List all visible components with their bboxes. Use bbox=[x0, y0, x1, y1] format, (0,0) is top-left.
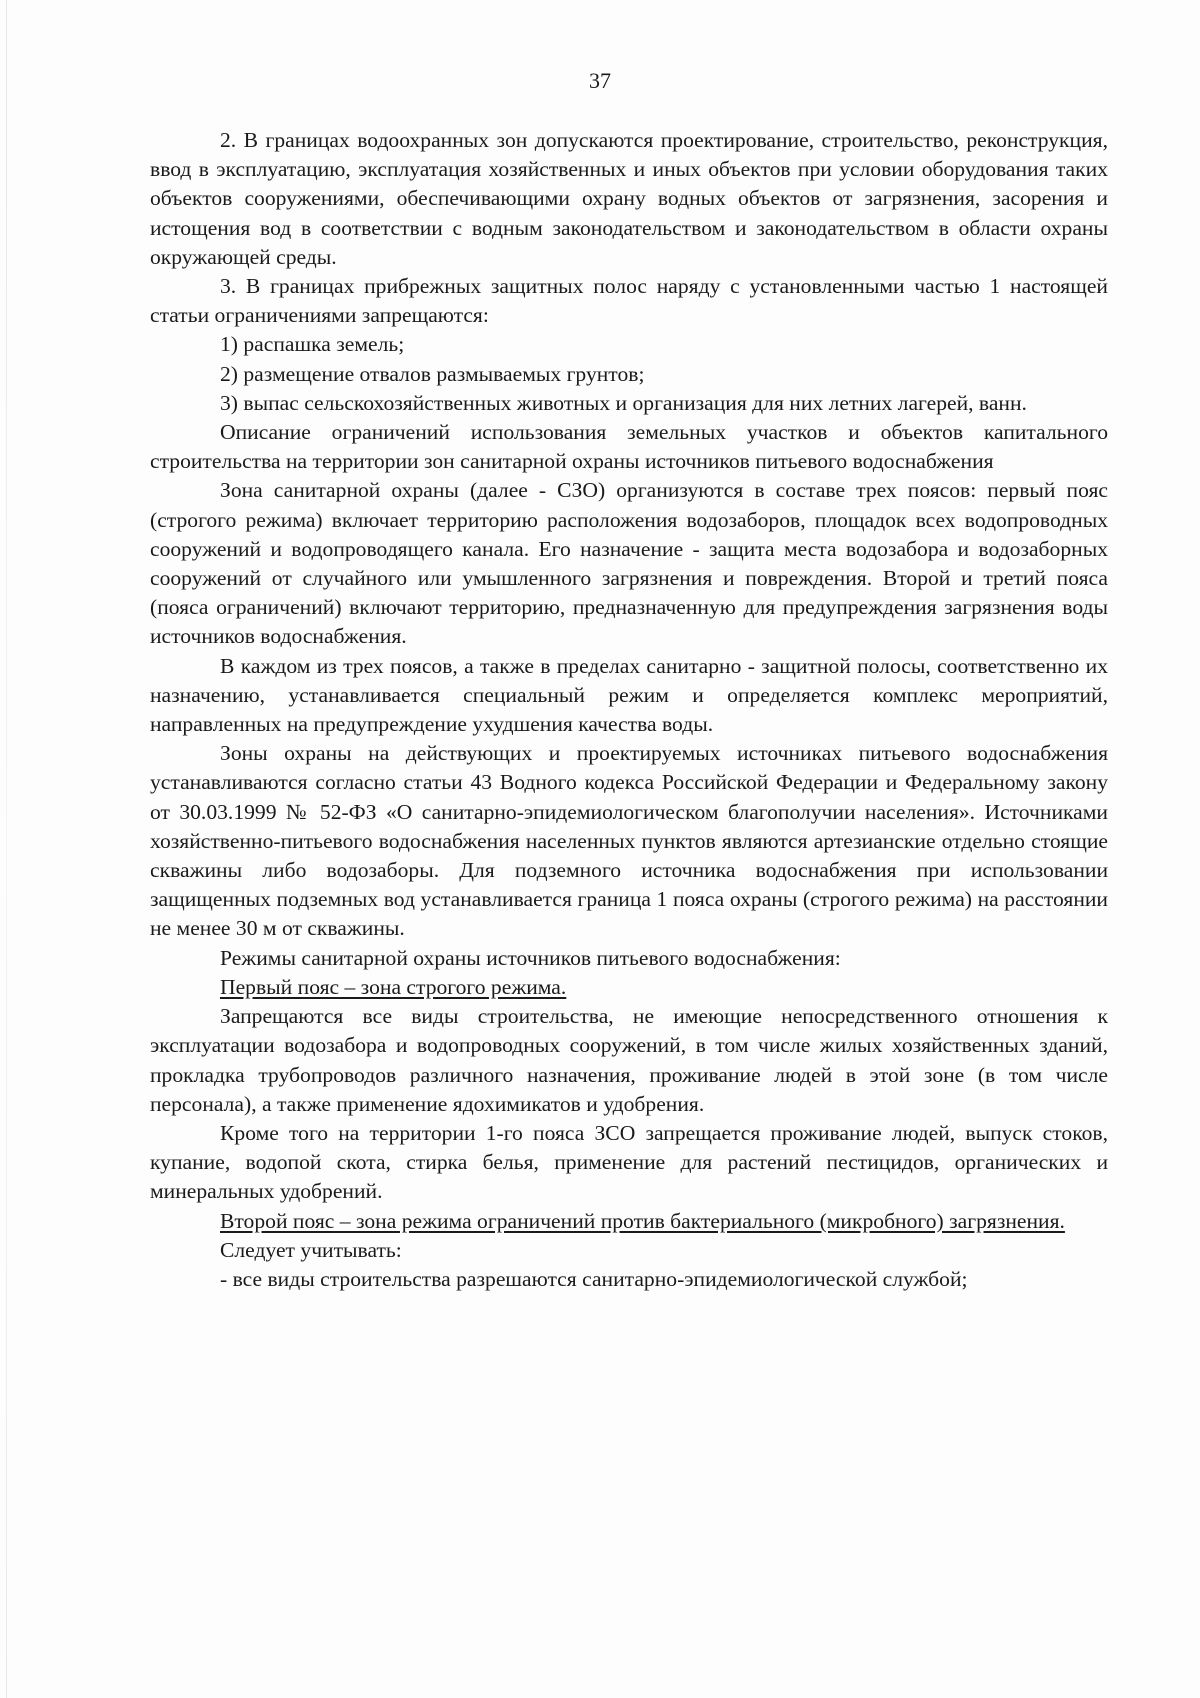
subheading-second-belt-text: Второй пояс – зона режима ограничений против бактериального (микробного) загрязнения. bbox=[220, 1208, 1065, 1233]
subheading-first-belt bbox=[150, 973, 1108, 1002]
paragraph-restrictions-description: Описание ограничений использования земельных участков и объектов капитального строительства на территории зон санитарной охраны источников питьевого водоснабжения bbox=[150, 420, 1108, 474]
subheading-second-belt bbox=[150, 1207, 1108, 1236]
paragraph-water-protection-zones: 2. В границах водоохранных зон допускаются проектирование, строительство, реконструкция, ввод в эксплуатацию, эксплуатация хозяйственных и иных объектов при условии оборудования таких объектов сооружениями, обеспечивающими охрану водных объектов от загрязнения, засорения и истощения вод в соответствии с водным законодательством и законодательством в области охраны окружающей среды. bbox=[150, 128, 1108, 269]
list-item-dumps: 2) размещение отвалов размываемых грунтов; bbox=[220, 361, 645, 386]
paragraph-special-regime: В каждом из трех поясов, а также в пределах санитарно - защитной полосы, соответственно их назначению, устанавливается специальный режим и определяется комплекс мероприятий, направленных на предупреждение ухудшения качества воды. bbox=[150, 653, 1108, 737]
paragraph-sanitary-zone-belts: Зона санитарной охраны (далее - СЗО) организуются в составе трех поясов: первый пояс (строгого режима) включает территорию расположения водозаборов, площадок всех водопроводных сооружений и водопроводящего канала. Его назначение - защита места водозабора и водозаборных сооружений от случайного или умышленного загрязнения и повреждения. Второй и третий пояса (пояса ограничений) включают территорию, предназначенную для предупреждения загрязнения воды источников водоснабжения. bbox=[150, 478, 1108, 649]
page-number: 37 bbox=[589, 68, 611, 93]
paragraph-regimes-heading: Режимы санитарной охраны источников питьевого водоснабжения: bbox=[220, 945, 841, 970]
scan-edge-line bbox=[6, 0, 7, 1698]
subheading-first-belt-text: Первый пояс – зона строгого режима. bbox=[220, 974, 567, 999]
paragraph-should-consider: Следует учитывать: bbox=[220, 1237, 402, 1262]
document-body bbox=[150, 126, 1108, 1294]
paragraph-first-belt-prohibitions: Запрещаются все виды строительства, не имеющие непосредственного отношения к эксплуатации водозабора и водопроводных сооружений, в том числе жилых хозяйственных зданий, прокладка трубопроводов различного назначения, проживание людей в этой зоне (в том числе персонала), а также применение ядохимикатов и удобрения. bbox=[150, 1004, 1108, 1116]
list-item-construction-permitted: - все виды строительства разрешаются санитарно-эпидемиологической службой; bbox=[220, 1266, 968, 1291]
list-item-grazing: 3) выпас сельскохозяйственных животных и организация для них летних лагерей, ванн. bbox=[220, 390, 1027, 415]
paragraph-first-belt-additional: Кроме того на территории 1-го пояса ЗСО запрещается проживание людей, выпуск стоков, купание, водопой скота, стирка белья, применение для растений пестицидов, органических и минеральных удобрений. bbox=[150, 1120, 1108, 1204]
paragraph-coastal-strips: 3. В границах прибрежных защитных полос наряду с установленными частью 1 настоящей статьи ограничениями запрещаются: bbox=[150, 274, 1108, 328]
list-item-plowing: 1) распашка земель; bbox=[220, 332, 405, 357]
paragraph-protection-zones-law: Зоны охраны на действующих и проектируемых источниках питьевого водоснабжения устанавливаются согласно статьи 43 Водного кодекса Российской Федерации и Федеральному закону от 30.03.1999 № 52-ФЗ «О санитарно-эпидемиологическом благополучии населения». Источниками хозяйственно-питьевого водоснабжения населенных пунктов являются артезианские отдельно стоящие скважины либо водозаборы. Для подземного источника водоснабжения при использовании защищенных подземных вод устанавливается граница 1 пояса охраны (строгого режима) на расстоянии не менее 30 м от скважины. bbox=[150, 741, 1108, 941]
